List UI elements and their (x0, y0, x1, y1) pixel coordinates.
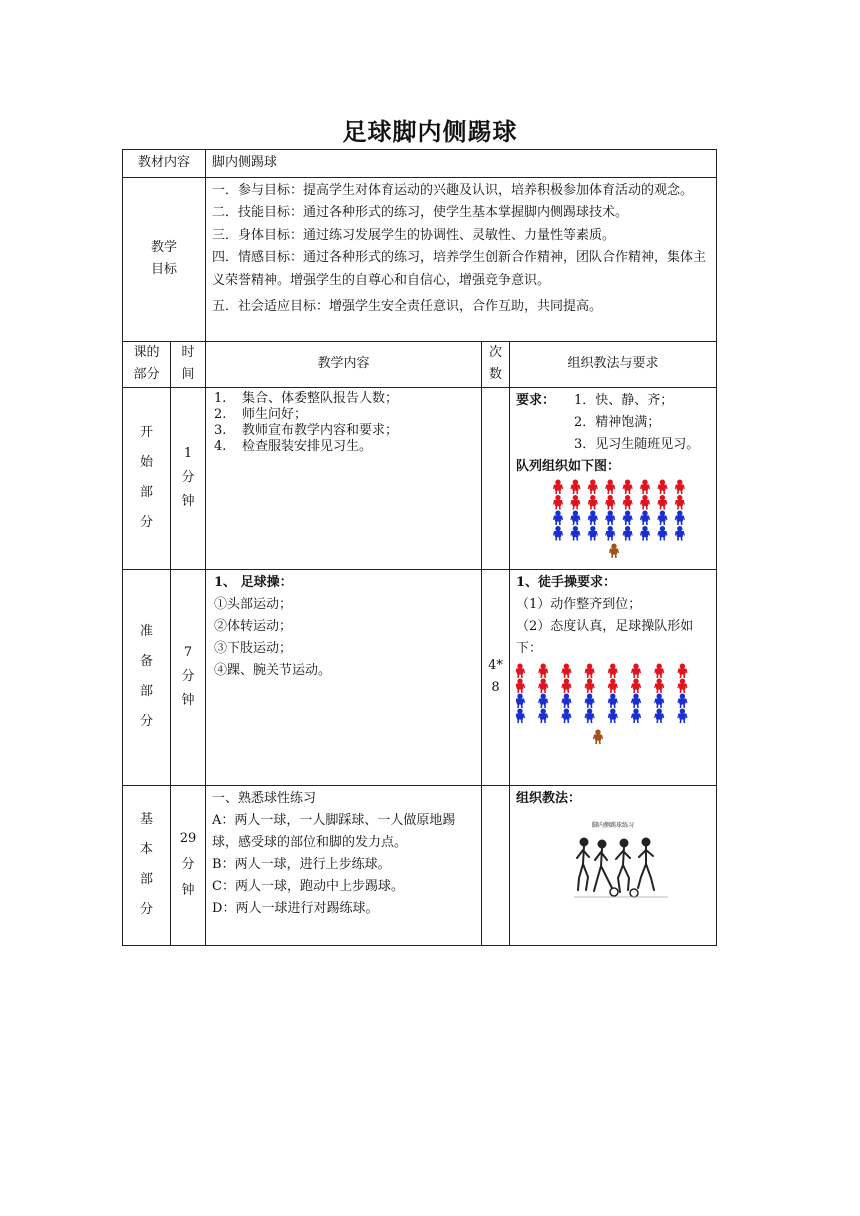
student-figure (539, 679, 548, 693)
list-item: D：两人一球进行对踢练球。 (212, 900, 379, 916)
start-time-label: 1 分 钟 (171, 387, 206, 569)
student-figure (610, 544, 619, 558)
student-figure (516, 679, 525, 693)
start-row (123, 387, 717, 569)
prep-req-heading: 1、徒手操要求： (516, 574, 617, 590)
student-figure (608, 679, 617, 693)
list-item: 1. 集合、体委整队报告人数； (214, 390, 399, 406)
list-item: B：两人一球，进行上步练球。 (212, 856, 391, 872)
prep-heading: 1、 足球操： (214, 574, 293, 590)
goals-label: 教学 目标 (123, 177, 206, 341)
student-figure (554, 480, 563, 494)
prep-row (123, 569, 717, 785)
student-figure (606, 526, 615, 540)
student-figure (632, 694, 641, 708)
basic-time-label: 29 分 钟 (171, 785, 206, 945)
student-figure (585, 694, 594, 708)
student-figure (623, 526, 632, 540)
start-item-list (210, 391, 477, 455)
student-figure (678, 694, 687, 708)
list-item: ③下肢运动； (214, 640, 293, 656)
goal-skill: 二．技能目标：通过各种形式的练习，使学生基本掌握脚内侧踢球技术。 (212, 205, 629, 220)
lesson-plan-table (122, 149, 717, 946)
student-figure (678, 664, 687, 678)
student-figure (562, 679, 571, 693)
student-figure (588, 511, 597, 525)
basic-method-heading: 组织教法： (516, 790, 582, 806)
basic-content (206, 785, 482, 945)
student-figure (658, 526, 667, 540)
goal-physical: 三．身体目标：通过练习发展学生的协调性、灵敏性、力量性等素质。 (212, 227, 616, 243)
student-figure (678, 679, 687, 693)
student-figure (608, 709, 617, 723)
student-figure (554, 495, 563, 509)
student-figure (623, 511, 632, 525)
student-figure (678, 709, 687, 723)
start-req-label: 要求： (516, 392, 556, 408)
student-figure (606, 480, 615, 494)
student-figure (675, 511, 684, 525)
student-figure (675, 495, 684, 509)
student-figure (562, 664, 571, 678)
student-figure (623, 495, 632, 509)
student-figure (539, 694, 548, 708)
student-figure (675, 480, 684, 494)
header-time: 时 间 (171, 341, 206, 387)
student-figure (585, 709, 594, 723)
student-figure (516, 694, 525, 708)
start-content (206, 387, 482, 569)
list-item: ②体转运动； (214, 618, 293, 634)
student-figure (554, 526, 563, 540)
goal-social: 五．社会适应目标：增强学生安全责任意识，合作互助，共同提高。 (212, 299, 603, 314)
student-figure (562, 709, 571, 723)
goals-content (206, 177, 717, 341)
basic-heading: 一、熟悉球性练习 (212, 790, 317, 806)
start-req-1: 1．快、静、齐； (574, 392, 674, 408)
photo-caption: 脚内侧踢球练习 (592, 821, 635, 829)
prep-req-2: （2）态度认真，足球操队形如下： (516, 618, 694, 656)
list-item: A：两人一球，一人脚踩球、一人做原地踢球，感受球的部位和脚的发力点。 (212, 812, 456, 850)
student-figure (658, 495, 667, 509)
formation-caption: 队列组织如下图： (516, 458, 621, 474)
student-figure (585, 679, 594, 693)
student-figure (606, 511, 615, 525)
start-req-2: 2．精神饱满； (574, 414, 661, 430)
student-figure (655, 694, 664, 708)
start-count (482, 387, 510, 569)
student-figure (641, 526, 650, 540)
prep-time-label: 7 分 钟 (171, 569, 206, 785)
start-method (510, 387, 717, 569)
student-figure (571, 526, 580, 540)
student-figure (588, 480, 597, 494)
players-illustration (574, 830, 668, 908)
student-figure (571, 480, 580, 494)
material-value: 脚内侧踢球 (206, 150, 717, 178)
header-row (123, 341, 717, 387)
exercise-formation-diagram (516, 660, 710, 746)
prep-part-label: 准 备 部 分 (123, 569, 171, 785)
student-figure (588, 526, 597, 540)
student-figure (632, 709, 641, 723)
prep-req-1: （1）动作整齐到位； (516, 596, 642, 612)
student-figure (658, 480, 667, 494)
student-figure (655, 709, 664, 723)
goals-row (123, 177, 717, 341)
start-part-label: 开 始 部 分 (123, 387, 171, 569)
student-figure (571, 495, 580, 509)
student-figure (588, 495, 597, 509)
student-figure (623, 480, 632, 494)
student-figure (608, 694, 617, 708)
header-content: 教学内容 (206, 341, 482, 387)
student-figure (608, 664, 617, 678)
list-item: 4. 检查服装安排见习生。 (214, 438, 373, 454)
basic-part-label: 基 本 部 分 (123, 785, 171, 945)
student-figure (594, 730, 603, 744)
list-item: ①头部运动； (214, 596, 293, 612)
basic-method (510, 785, 717, 945)
student-figure (641, 495, 650, 509)
page-title: 足球脚内侧踢球 (342, 118, 518, 146)
prep-method (510, 569, 717, 785)
basic-row (123, 785, 717, 945)
student-figure (675, 526, 684, 540)
student-figure (562, 694, 571, 708)
student-figure (516, 709, 525, 723)
formation-diagram (516, 478, 710, 560)
basic-count (482, 785, 510, 945)
student-figure (539, 664, 548, 678)
start-req-3: 3．见习生随班见习。 (574, 436, 700, 452)
student-figure (632, 664, 641, 678)
list-item: C：两人一球，跑动中上步踢球。 (212, 878, 404, 894)
material-row (123, 150, 717, 178)
kicking-practice-illustration (574, 822, 710, 908)
student-figure (606, 495, 615, 509)
student-figure (585, 664, 594, 678)
prep-count: 4* 8 (482, 569, 510, 785)
student-figure (655, 679, 664, 693)
header-part: 课的 部分 (123, 341, 171, 387)
list-item: 2. 师生问好； (214, 406, 308, 422)
student-figure (655, 664, 664, 678)
student-figure (539, 709, 548, 723)
material-label: 教材内容 (123, 150, 206, 178)
list-item: 3. 教师宣布教学内容和要求； (214, 422, 399, 438)
student-figure (516, 664, 525, 678)
student-figure (554, 511, 563, 525)
student-figure (571, 511, 580, 525)
student-figure (632, 679, 641, 693)
student-figure (641, 511, 650, 525)
student-figure (641, 480, 650, 494)
student-figure (658, 511, 667, 525)
list-item: ④踝、腕关节运动。 (214, 662, 332, 678)
goal-emotional: 四．情感目标：通过各种形式的练习，培养学生创新合作精神，团队合作精神，集体主义荣誉精神。增强学生的自尊心和自信心，增强竞争意识。 (212, 250, 707, 288)
header-method: 组织教法与要求 (510, 341, 717, 387)
goal-participation: 一．参与目标：提高学生对体育运动的兴趣及认识，培养积极参加体育活动的观念。 (212, 182, 694, 198)
header-count: 次 数 (482, 341, 510, 387)
prep-content (206, 569, 482, 785)
